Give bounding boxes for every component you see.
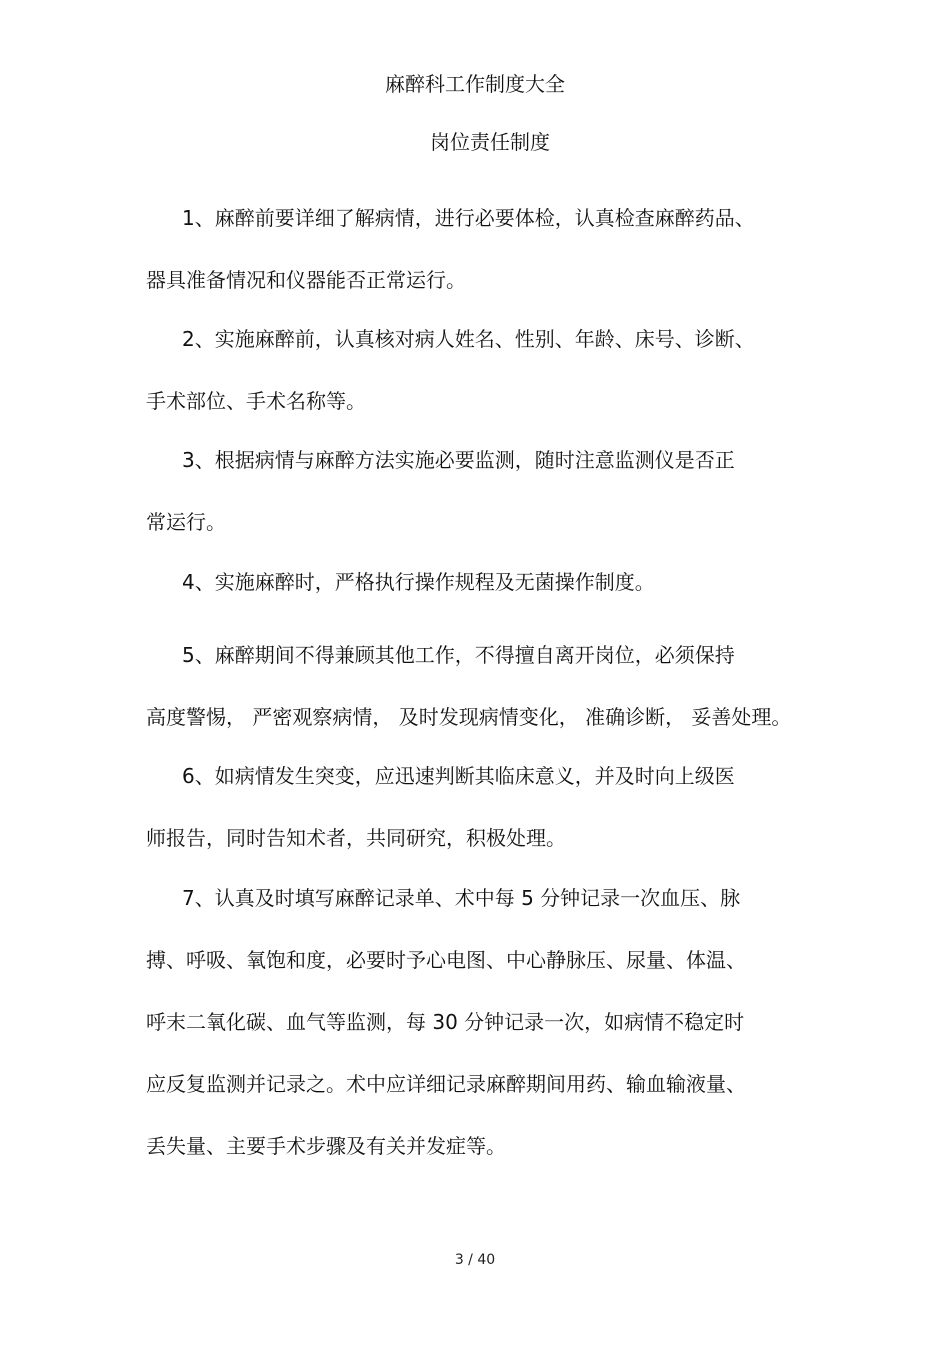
paragraph-2 [146,327,826,413]
paragraph-5 [146,643,826,729]
page-number: 3 / 40 [454,1252,496,1268]
paragraph-line: 呼末二氧化碳、血气等监测，每 30 分钟记录一次，如病情不稳定时 [146,1010,745,1034]
paragraph-3 [146,448,826,534]
paragraph-line: 3、根据病情与麻醉方法实施必要监测，随时注意监测仪是否正 [182,448,735,472]
paragraph-line: 师报告，同时告知术者，共同研究，积极处理。 [146,826,566,850]
paragraph-line: 丢失量、主要手术步骤及有关并发症等。 [146,1134,506,1158]
paragraph-line: 应反复监测并记录之。术中应详细记录麻醉期间用药、输血输液量、 [146,1072,746,1096]
paragraph-line: 2、实施麻醉前，认真核对病人姓名、性别、年龄、床号、诊断、 [182,327,755,351]
paragraph-line: 5、麻醉期间不得兼顾其他工作，不得擅自离开岗位，必须保持 [182,643,735,667]
paragraph-line: 高度警惕， 严密观察病情， 及时发现病情变化， 准确诊断， 妥善处理。 [146,705,792,729]
paragraph-line: 6、如病情发生突变，应迅速判断其临床意义，并及时向上级医 [182,764,735,788]
document-title: 麻醉科工作制度大全 [385,72,565,96]
paragraph-line: 器具准备情况和仪器能否正常运行。 [146,268,466,292]
section-title: 岗位责任制度 [430,130,550,154]
paragraph-line: 常运行。 [146,510,226,534]
paragraph-line: 4、实施麻醉时，严格执行操作规程及无菌操作制度。 [182,570,655,594]
paragraph-1 [146,206,826,292]
paragraph-6 [146,764,826,850]
paragraph-line: 手术部位、手术名称等。 [146,389,366,413]
paragraph-line: 1、麻醉前要详细了解病情，进行必要体检，认真检查麻醉药品、 [182,206,755,230]
paragraph-7 [146,886,826,1158]
paragraph-4 [146,570,826,594]
paragraph-line: 7、认真及时填写麻醉记录单、术中每 5 分钟记录一次血压、脉 [182,886,741,910]
paragraph-line: 搏、呼吸、氧饱和度，必要时予心电图、中心静脉压、尿量、体温、 [146,948,746,972]
